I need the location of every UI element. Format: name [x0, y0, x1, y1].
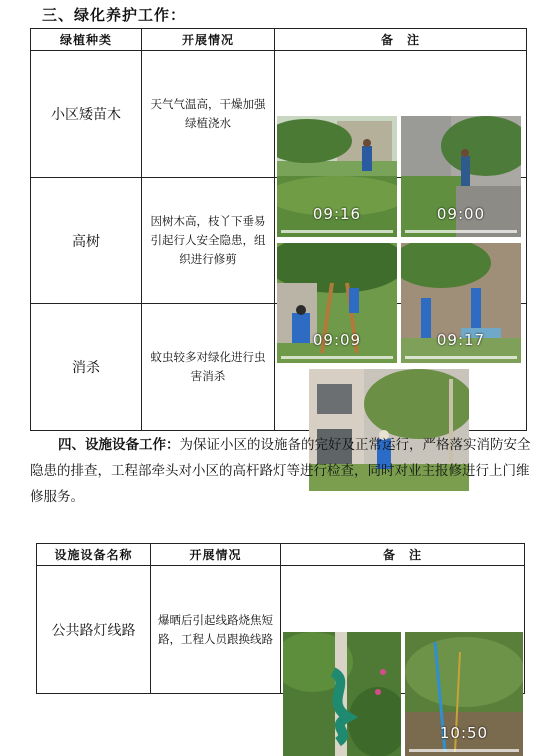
photo-watermark-bar: [405, 230, 517, 233]
section-4-paragraph: [30, 432, 535, 510]
photo-timestamp: 09:09: [312, 330, 362, 349]
row-description: 蚊虫较多对绿化进行虫害消杀: [142, 304, 275, 431]
header-remarks: 备 注: [281, 544, 525, 566]
photo-timestamp: 09:16: [312, 205, 362, 223]
header-remarks: 备 注: [275, 29, 527, 51]
header-plant-type: 绿植种类: [31, 29, 142, 51]
section-4-heading: 四、设施设备工作：: [58, 437, 180, 453]
wiring-photo-2: [405, 632, 523, 756]
facility-table: [36, 543, 525, 742]
row-description: 因树木高，枝丫下垂易引起行人安全隐患，组织进行修剪: [142, 178, 275, 304]
greening-table: [30, 28, 527, 431]
section-3-heading: 三、绿化养护工作：: [42, 6, 187, 24]
wiring-photo-1: [283, 632, 401, 756]
photo-watermark-bar: [281, 230, 393, 233]
pruning-photo-1: [277, 243, 397, 363]
row-photos: [275, 51, 527, 223]
row-category: 高树: [31, 178, 142, 304]
photo-watermark-bar: [409, 749, 519, 752]
row-description: 天气气温高，干燥加强绿植浇水: [142, 51, 275, 178]
row-category: 消杀: [31, 304, 142, 431]
photo-timestamp: 09:00: [436, 205, 486, 223]
table-row: [31, 51, 527, 178]
watering-photo-2: [401, 116, 521, 237]
table-row: [37, 566, 525, 694]
header-progress: 开展情况: [151, 544, 281, 566]
photo-watermark-bar: [405, 356, 517, 359]
table-header-row: [31, 29, 527, 51]
section-4-body: 为保证小区的设施备的完好及正常运行，严格落实消防安全隐患的排查，工程部牵头对小区的高杆路灯等进行检查，同时对业主报修进行上门维修服务。: [30, 437, 531, 505]
header-progress: 开展情况: [142, 29, 275, 51]
row-description: 爆晒后引起线路烧焦短路，工程人员跟换线路: [151, 566, 281, 694]
photo-watermark-bar: [281, 356, 393, 359]
row-photos: [281, 566, 525, 742]
pruning-photo-2: [401, 243, 521, 363]
row-category: 小区矮苗木: [31, 51, 142, 178]
watering-photo-1: [277, 116, 397, 237]
photo-timestamp: 10:50: [439, 723, 489, 742]
header-facility-name: 设施设备名称: [37, 544, 151, 566]
row-category: 公共路灯线路: [37, 566, 151, 694]
table-header-row: [37, 544, 525, 566]
photo-timestamp: 09:17: [436, 330, 486, 349]
